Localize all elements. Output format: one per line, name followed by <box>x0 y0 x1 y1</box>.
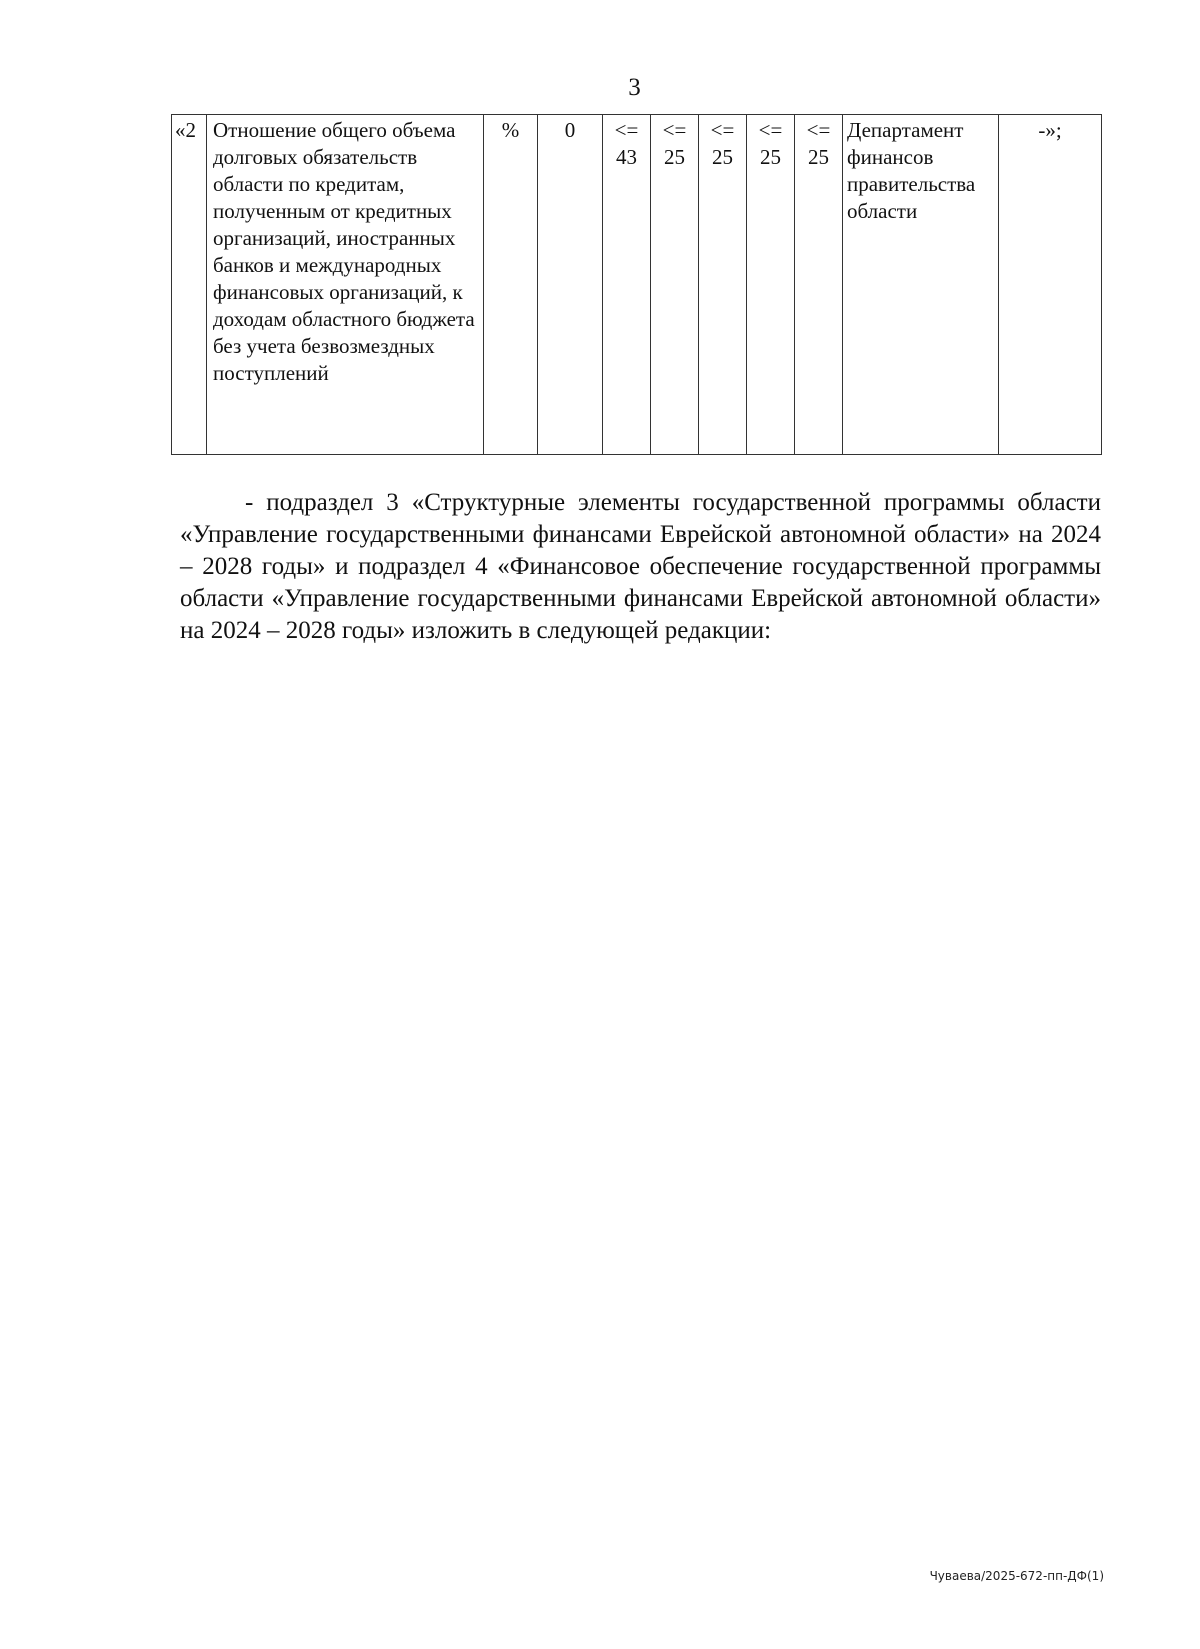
target-value-cell <box>747 115 795 455</box>
amendment-paragraph: - подраздел 3 «Структурные элементы государственной программы области «Управление государственными финансами Еврейской автономной области» на 2024 – 2028 годы» и подраздел 4 «Финансовое обеспечение государственной программы области «Управление государственными финансами Еврейской автономной области» на 2024 – 2028 годы» изложить в следующей редакции: <box>180 489 1101 644</box>
responsible-cell: Департамент финансов правительства области <box>843 115 999 455</box>
table-row <box>172 115 1102 455</box>
target-value-cell <box>603 115 651 455</box>
target-operator: <= <box>710 118 735 142</box>
target-value: 25 <box>664 145 685 169</box>
target-operator: <= <box>614 118 639 142</box>
target-value: 25 <box>808 145 829 169</box>
base-value-cell: 0 <box>538 115 603 455</box>
end-mark-cell: -»; <box>999 115 1102 455</box>
indicator-name-cell: Отношение общего объема долговых обязательств области по кредитам, полученным от кредитных организаций, иностранных банков и международных финансовых организаций, к доходам областного бюджета без учета безвозмездных поступлений <box>207 115 484 455</box>
indicator-table <box>171 114 1102 455</box>
page-number: 3 <box>628 74 641 101</box>
target-value: 43 <box>616 145 637 169</box>
target-value-cell <box>795 115 843 455</box>
target-value-cell <box>699 115 747 455</box>
target-value: 25 <box>760 145 781 169</box>
target-operator: <= <box>806 118 831 142</box>
target-operator: <= <box>662 118 687 142</box>
target-operator: <= <box>758 118 783 142</box>
target-value-cell <box>651 115 699 455</box>
document-reference: Чуваева/2025-672-пп-ДФ(1) <box>929 1569 1104 1583</box>
row-number-cell: «2 <box>172 115 207 455</box>
target-value: 25 <box>712 145 733 169</box>
unit-cell: % <box>484 115 538 455</box>
